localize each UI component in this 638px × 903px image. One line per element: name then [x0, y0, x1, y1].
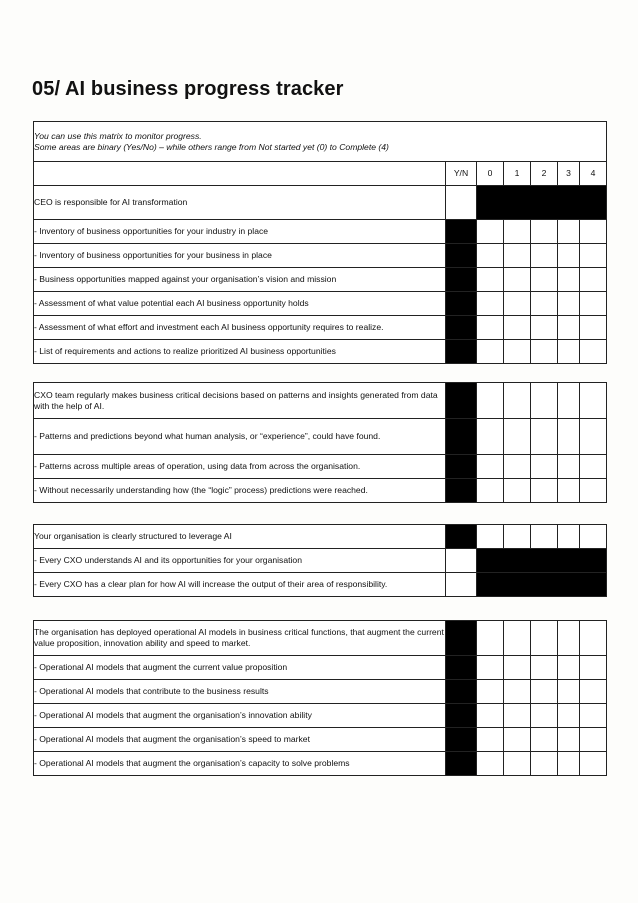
score-cell-4[interactable]: [580, 244, 607, 268]
score-cell-4[interactable]: [580, 525, 607, 549]
score-cell-2[interactable]: [531, 455, 558, 479]
page-title: 05/ AI business progress tracker: [32, 78, 344, 100]
intro-text: [34, 122, 607, 162]
score-cell-2[interactable]: [531, 340, 558, 364]
tracker-row: [34, 728, 607, 752]
score-cell-0[interactable]: [477, 383, 504, 419]
score-cell-1[interactable]: [504, 656, 531, 680]
tracker-row: [34, 244, 607, 268]
yn-cell[interactable]: [446, 728, 477, 752]
score-cell-0[interactable]: [477, 268, 504, 292]
score-cell-1[interactable]: [504, 704, 531, 728]
tracker-row: [34, 752, 607, 776]
tracker-row: [34, 479, 607, 503]
score-cell-0[interactable]: [477, 479, 504, 503]
score-cell-0[interactable]: [477, 316, 504, 340]
score-cell-2[interactable]: [531, 220, 558, 244]
tracker-row: [34, 186, 607, 220]
tracker-row: [34, 383, 607, 419]
score-cell-1[interactable]: [504, 340, 531, 364]
score-cell-2[interactable]: [531, 752, 558, 776]
yn-cell[interactable]: [446, 680, 477, 704]
score-cell-2[interactable]: [531, 680, 558, 704]
yn-cell[interactable]: [446, 244, 477, 268]
score-cell-2[interactable]: [531, 479, 558, 503]
score-cell-3[interactable]: [558, 621, 580, 656]
yn-cell[interactable]: [446, 573, 477, 597]
score-cell-0[interactable]: [477, 704, 504, 728]
score-cell-4[interactable]: [580, 419, 607, 455]
score-cell-filled[interactable]: [477, 573, 607, 597]
score-cell-0[interactable]: [477, 621, 504, 656]
tracker-row: [34, 704, 607, 728]
score-cell-3[interactable]: [558, 680, 580, 704]
score-cell-0[interactable]: [477, 220, 504, 244]
score-cell-4[interactable]: [580, 621, 607, 656]
score-cell-2[interactable]: [531, 292, 558, 316]
tracker-row: [34, 455, 607, 479]
tracker-row: [34, 292, 607, 316]
row-label: CXO team regularly makes business critical decisions based on patterns and insights generated from data with the help of AI.: [34, 383, 446, 419]
score-cell-3[interactable]: [558, 704, 580, 728]
score-cell-1[interactable]: [504, 455, 531, 479]
score-cell-4[interactable]: [580, 680, 607, 704]
score-cell-4[interactable]: [580, 220, 607, 244]
score-cell-3[interactable]: [558, 383, 580, 419]
score-cell-1[interactable]: [504, 220, 531, 244]
header-score-2: 2: [531, 162, 558, 186]
header-score-3: 3: [558, 162, 580, 186]
header-score-4: 4: [580, 162, 607, 186]
score-cell-3[interactable]: [558, 525, 580, 549]
header-row: [34, 162, 607, 186]
score-cell-4[interactable]: [580, 728, 607, 752]
row-label: - Operational AI models that contribute to the business results: [34, 680, 446, 704]
row-label: - Every CXO understands AI and its opportunities for your organisation: [34, 549, 446, 573]
score-cell-0[interactable]: [477, 292, 504, 316]
score-cell-filled[interactable]: [477, 549, 607, 573]
row-label: CEO is responsible for AI transformation: [34, 186, 446, 220]
score-cell-0[interactable]: [477, 244, 504, 268]
intro-line-1: You can use this matrix to monitor progress.: [34, 130, 202, 141]
score-cell-4[interactable]: [580, 704, 607, 728]
row-label: - Every CXO has a clear plan for how AI will increase the output of their area of responsibility.: [34, 573, 446, 597]
tracker-row: [34, 549, 607, 573]
yn-cell[interactable]: [446, 340, 477, 364]
row-label: The organisation has deployed operational AI models in business critical functions, that augment the current value proposition, innovation ability and speed to market.: [34, 621, 446, 656]
score-cell-3[interactable]: [558, 292, 580, 316]
score-cell-1[interactable]: [504, 268, 531, 292]
yn-cell[interactable]: [446, 316, 477, 340]
yn-cell[interactable]: [446, 704, 477, 728]
score-cell-filled[interactable]: [477, 186, 607, 220]
yn-cell[interactable]: [446, 479, 477, 503]
score-cell-2[interactable]: [531, 728, 558, 752]
score-cell-3[interactable]: [558, 220, 580, 244]
tracker-row: [34, 621, 607, 656]
tracker-row: [34, 525, 607, 549]
score-cell-4[interactable]: [580, 752, 607, 776]
score-cell-4[interactable]: [580, 656, 607, 680]
row-label: - Patterns across multiple areas of operation, using data from across the organisation.: [34, 455, 446, 479]
score-cell-1[interactable]: [504, 419, 531, 455]
score-cell-0[interactable]: [477, 656, 504, 680]
score-cell-4[interactable]: [580, 383, 607, 419]
row-label: - Operational AI models that augment the current value proposition: [34, 656, 446, 680]
score-cell-2[interactable]: [531, 268, 558, 292]
score-cell-0[interactable]: [477, 752, 504, 776]
header-blank-cell: [34, 162, 446, 186]
score-cell-2[interactable]: [531, 621, 558, 656]
row-label: - Without necessarily understanding how (the “logic” process) predictions were reached.: [34, 479, 446, 503]
tracker-row: [34, 680, 607, 704]
yn-cell[interactable]: [446, 186, 477, 220]
yn-cell[interactable]: [446, 220, 477, 244]
yn-cell[interactable]: [446, 525, 477, 549]
score-cell-4[interactable]: [580, 479, 607, 503]
score-cell-3[interactable]: [558, 419, 580, 455]
score-cell-2[interactable]: [531, 419, 558, 455]
row-label: - Operational AI models that augment the organisation’s speed to market: [34, 728, 446, 752]
score-cell-3[interactable]: [558, 728, 580, 752]
score-cell-0[interactable]: [477, 525, 504, 549]
score-cell-1[interactable]: [504, 479, 531, 503]
yn-cell[interactable]: [446, 549, 477, 573]
tracker-row: [34, 268, 607, 292]
score-cell-1[interactable]: [504, 752, 531, 776]
row-label: - Patterns and predictions beyond what human analysis, or “experience”, could have found.: [34, 419, 446, 455]
yn-cell[interactable]: [446, 621, 477, 656]
row-label: - Assessment of what value potential each AI business opportunity holds: [34, 292, 446, 316]
score-cell-2[interactable]: [531, 656, 558, 680]
tracker-table-4: [33, 620, 607, 776]
score-cell-3[interactable]: [558, 752, 580, 776]
score-cell-0[interactable]: [477, 728, 504, 752]
score-cell-1[interactable]: [504, 244, 531, 268]
row-label: - Inventory of business opportunities for your business in place: [34, 244, 446, 268]
row-label: - List of requirements and actions to realize prioritized AI business opportunities: [34, 340, 446, 364]
score-cell-0[interactable]: [477, 680, 504, 704]
yn-cell[interactable]: [446, 292, 477, 316]
score-cell-1[interactable]: [504, 680, 531, 704]
score-cell-1[interactable]: [504, 383, 531, 419]
score-cell-0[interactable]: [477, 340, 504, 364]
score-cell-3[interactable]: [558, 268, 580, 292]
score-cell-2[interactable]: [531, 244, 558, 268]
score-cell-2[interactable]: [531, 316, 558, 340]
tracker-table-3: [33, 524, 607, 597]
yn-cell[interactable]: [446, 656, 477, 680]
tracker-row: [34, 419, 607, 455]
tracker-table-2: [33, 382, 607, 503]
score-cell-3[interactable]: [558, 479, 580, 503]
tracker-table-1: [33, 121, 607, 364]
row-label: - Operational AI models that augment the organisation’s innovation ability: [34, 704, 446, 728]
intro-row: [34, 122, 607, 162]
intro-line-2: Some areas are binary (Yes/No) – while others range from Not started yet (0) to Complete (4): [34, 141, 389, 152]
score-cell-2[interactable]: [531, 525, 558, 549]
score-cell-4[interactable]: [580, 340, 607, 364]
yn-cell[interactable]: [446, 268, 477, 292]
score-cell-4[interactable]: [580, 455, 607, 479]
score-cell-4[interactable]: [580, 316, 607, 340]
row-label: Your organisation is clearly structured to leverage AI: [34, 525, 446, 549]
yn-cell[interactable]: [446, 383, 477, 419]
header-yn: Y/N: [446, 162, 477, 186]
score-cell-0[interactable]: [477, 419, 504, 455]
tracker-row: [34, 656, 607, 680]
tracker-row: [34, 316, 607, 340]
tracker-row: [34, 340, 607, 364]
score-cell-3[interactable]: [558, 656, 580, 680]
score-cell-3[interactable]: [558, 244, 580, 268]
header-score-1: 1: [504, 162, 531, 186]
score-cell-3[interactable]: [558, 316, 580, 340]
yn-cell[interactable]: [446, 455, 477, 479]
score-cell-2[interactable]: [531, 704, 558, 728]
score-cell-1[interactable]: [504, 728, 531, 752]
score-cell-1[interactable]: [504, 292, 531, 316]
score-cell-1[interactable]: [504, 621, 531, 656]
row-label: - Inventory of business opportunities for your industry in place: [34, 220, 446, 244]
score-cell-3[interactable]: [558, 340, 580, 364]
score-cell-1[interactable]: [504, 316, 531, 340]
row-label: - Operational AI models that augment the organisation’s capacity to solve problems: [34, 752, 446, 776]
score-cell-4[interactable]: [580, 268, 607, 292]
yn-cell[interactable]: [446, 752, 477, 776]
score-cell-1[interactable]: [504, 525, 531, 549]
score-cell-3[interactable]: [558, 455, 580, 479]
row-label: - Business opportunities mapped against your organisation’s vision and mission: [34, 268, 446, 292]
score-cell-4[interactable]: [580, 292, 607, 316]
yn-cell[interactable]: [446, 419, 477, 455]
score-cell-2[interactable]: [531, 383, 558, 419]
tracker-row: [34, 573, 607, 597]
row-label: - Assessment of what effort and investment each AI business opportunity requires to realize.: [34, 316, 446, 340]
tracker-row: [34, 220, 607, 244]
score-cell-0[interactable]: [477, 455, 504, 479]
header-score-0: 0: [477, 162, 504, 186]
